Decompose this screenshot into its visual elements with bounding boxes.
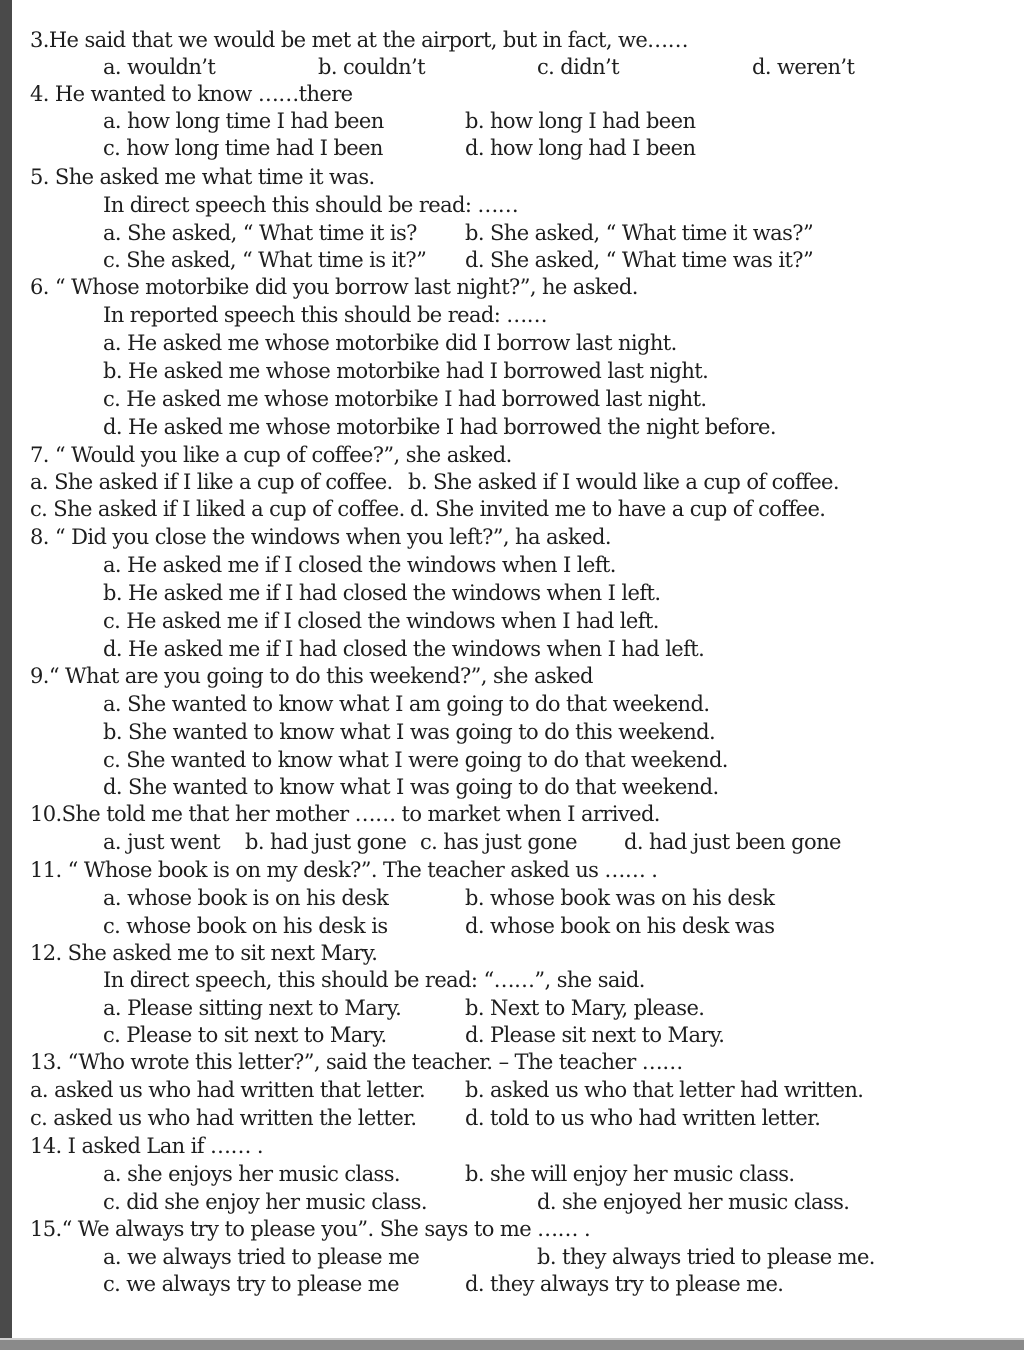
answer-option-c: c. He asked me whose motorbike I had borrowed last night. bbox=[103, 387, 707, 411]
answer-option-b: b. she will enjoy her music class. bbox=[465, 1162, 795, 1186]
answer-option-b: b. She asked if I would like a cup of coffee. bbox=[408, 470, 839, 494]
question-stem: 4. He wanted to know ……there bbox=[30, 82, 353, 106]
answer-option-a: a. wouldn’t bbox=[103, 55, 216, 79]
question-instruction: In reported speech this should be read: …… bbox=[103, 303, 548, 327]
answer-option-d: d. whose book on his desk was bbox=[465, 914, 775, 938]
answer-option-a: a. He asked me whose motorbike did I borrow last night. bbox=[103, 331, 677, 355]
answer-option-a: a. we always tried to please me bbox=[103, 1245, 420, 1269]
question-stem: 9.“ What are you going to do this weekend?”, she asked bbox=[30, 664, 593, 688]
answer-option-b: b. He asked me if I had closed the windows when I left. bbox=[103, 581, 661, 605]
question-stem: 11. “ Whose book is on my desk?”. The teacher asked us …… . bbox=[30, 858, 658, 882]
answer-option-c: c. has just gone bbox=[420, 830, 577, 854]
answer-option-d: d. they always try to please me. bbox=[465, 1272, 784, 1296]
answer-option-a: a. just went bbox=[103, 830, 220, 854]
answer-option-d: d. She wanted to know what I was going to do that weekend. bbox=[103, 775, 719, 799]
answer-option-b: b. had just gone bbox=[245, 830, 407, 854]
answer-option-d: d. She asked, “ What time was it?” bbox=[465, 248, 814, 272]
answer-option-d: d. weren’t bbox=[752, 55, 855, 79]
question-stem: 3.He said that we would be met at the airport, but in fact, we…… bbox=[30, 28, 688, 52]
answer-option-c: c. Please to sit next to Mary. bbox=[103, 1023, 387, 1047]
answer-option-d: d. she enjoyed her music class. bbox=[537, 1190, 850, 1214]
answer-option-c: c. we always try to please me bbox=[103, 1272, 399, 1296]
question-stem: 12. She asked me to sit next Mary. bbox=[30, 941, 378, 965]
answer-option-a: a. He asked me if I closed the windows when I left. bbox=[103, 553, 616, 577]
answer-option-c: c. He asked me if I closed the windows when I had left. bbox=[103, 609, 659, 633]
answer-option-b: b. they always tried to please me. bbox=[537, 1245, 875, 1269]
answer-option-c: c. did she enjoy her music class. bbox=[103, 1190, 427, 1214]
answer-option-d: d. had just been gone bbox=[624, 830, 841, 854]
answer-option-d: d. He asked me if I had closed the windows when I had left. bbox=[103, 637, 705, 661]
answer-option-a: a. She wanted to know what I am going to do that weekend. bbox=[103, 692, 710, 716]
viewer-left-border bbox=[0, 0, 12, 1350]
answer-option-d: d. told to us who had written letter. bbox=[465, 1106, 821, 1130]
answer-option-a: a. asked us who had written that letter. bbox=[30, 1078, 426, 1102]
question-stem: 15.“ We always try to please you”. She says to me …… . bbox=[30, 1217, 591, 1241]
answer-option-c: c. how long time had I been bbox=[103, 136, 383, 160]
answer-option-a: a. She asked, “ What time it is? bbox=[103, 221, 417, 245]
answer-option-a: a. she enjoys her music class. bbox=[103, 1162, 400, 1186]
answer-option-a: a. whose book is on his desk bbox=[103, 886, 389, 910]
question-instruction: In direct speech this should be read: …… bbox=[103, 193, 519, 217]
answer-option-b: b. whose book was on his desk bbox=[465, 886, 775, 910]
question-stem: 7. “ Would you like a cup of coffee?”, she asked. bbox=[30, 443, 512, 467]
answer-option-c: c. She wanted to know what I were going to do that weekend. bbox=[103, 748, 728, 772]
question-stem: 6. “ Whose motorbike did you borrow last night?”, he asked. bbox=[30, 275, 638, 299]
answer-option-b: b. She wanted to know what I was going to do this weekend. bbox=[103, 720, 716, 744]
answer-option-b: b. Next to Mary, please. bbox=[465, 996, 705, 1020]
answer-option-b: b. how long I had been bbox=[465, 109, 696, 133]
answer-option-c: c. whose book on his desk is bbox=[103, 914, 388, 938]
question-stem: 10.She told me that her mother …… to market when I arrived. bbox=[30, 802, 660, 826]
answer-option-b: b. asked us who that letter had written. bbox=[465, 1078, 864, 1102]
answer-option-c: c. didn’t bbox=[537, 55, 619, 79]
answer-option-c: c. She asked if I liked a cup of coffee. bbox=[30, 497, 405, 521]
question-instruction: In direct speech, this should be read: “……”, she said. bbox=[103, 968, 645, 992]
answer-option-b: b. He asked me whose motorbike had I borrowed last night. bbox=[103, 359, 709, 383]
answer-option-a: a. She asked if I like a cup of coffee. bbox=[30, 470, 393, 494]
question-stem: 5. She asked me what time it was. bbox=[30, 165, 375, 189]
answer-option-c: c. She asked, “ What time is it?” bbox=[103, 248, 427, 272]
question-stem: 14. I asked Lan if …… . bbox=[30, 1134, 263, 1158]
answer-option-b: b. She asked, “ What time it was?” bbox=[465, 221, 814, 245]
answer-option-c: c. asked us who had written the letter. bbox=[30, 1106, 417, 1130]
answer-option-b: b. couldn’t bbox=[318, 55, 425, 79]
answer-option-d: d. She invited me to have a cup of coffee. bbox=[410, 497, 826, 521]
worksheet-page bbox=[12, 0, 1024, 1338]
answer-option-a: a. how long time I had been bbox=[103, 109, 384, 133]
viewer-bottom-border bbox=[0, 1340, 1024, 1350]
answer-option-d: d. He asked me whose motorbike I had borrowed the night before. bbox=[103, 415, 776, 439]
question-stem: 13. “Who wrote this letter?”, said the teacher. – The teacher …… bbox=[30, 1050, 683, 1074]
answer-option-d: d. how long had I been bbox=[465, 136, 696, 160]
question-stem: 8. “ Did you close the windows when you left?”, ha asked. bbox=[30, 525, 611, 549]
answer-option-d: d. Please sit next to Mary. bbox=[465, 1023, 725, 1047]
answer-option-a: a. Please sitting next to Mary. bbox=[103, 996, 402, 1020]
